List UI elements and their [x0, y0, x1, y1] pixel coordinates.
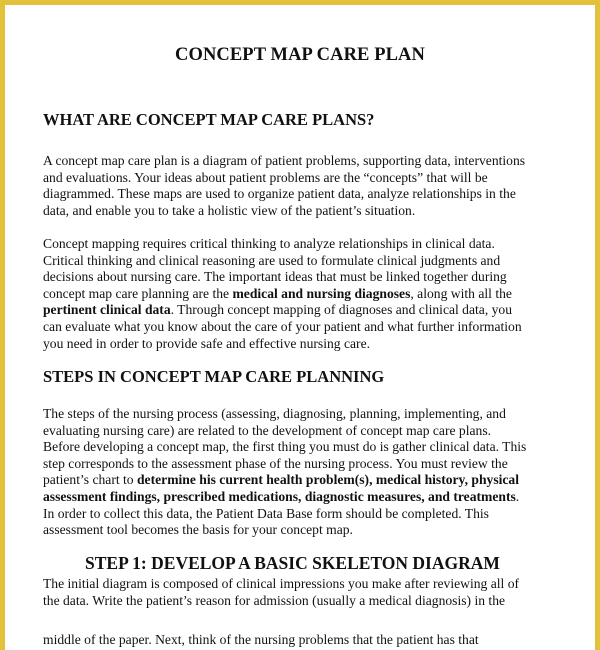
section-heading-steps: STEPS IN CONCEPT MAP CARE PLANNING — [43, 367, 385, 386]
bold-text: medical and nursing diagnoses — [232, 285, 411, 301]
text-run: . — [515, 488, 520, 504]
bold-text: determine his current health problem(s), medical history, physical — [137, 472, 519, 488]
text-line: A concept map care plan is a diagram of patient problems, supporting data, interventions — [43, 153, 526, 168]
text-line: In order to collect this data, the Patient Data Base form should be completed. This — [43, 505, 489, 521]
text-run: , along with all the — [410, 285, 512, 301]
paragraph-critical-thinking — [43, 236, 568, 352]
text-line: data, and enable you to take a holistic view of the patient’s situation. — [43, 202, 416, 218]
text-line: Concept mapping requires critical thinking to analyze relationships in clinical data. — [43, 236, 495, 251]
text-line: assessment tool becomes the basis for your concept map. — [43, 522, 353, 538]
text-line: middle of the paper. Next, think of the nursing problems that the patient has that — [43, 632, 479, 647]
text-line: The steps of the nursing process (assessing, diagnosing, planning, implementing, and — [43, 406, 506, 421]
text-line — [43, 489, 568, 506]
document-title: CONCEPT MAP CARE PLAN — [175, 45, 425, 65]
text-line: you need in order to provide safe and effective nursing care. — [43, 335, 370, 351]
text-line: diagrammed. These maps are used to organize patient data, analyze relationships in the — [43, 186, 516, 202]
text-run: patient’s chart to — [43, 472, 137, 488]
text-line — [43, 302, 568, 319]
text-line: evaluating nursing care) are related to the development of concept map care plans. — [43, 422, 492, 438]
bold-text: pertinent clinical data — [43, 302, 171, 318]
clipped-text-line — [43, 632, 568, 647]
text-line: can evaluate what you know about the care of your patient and what further information — [43, 318, 522, 334]
text-line: decisions about nursing care. The important ideas that must be linked together during — [43, 269, 507, 285]
text-line: the data. Write the patient’s reason for admission (usually a medical diagnosis) in the — [43, 592, 506, 608]
text-line — [43, 472, 568, 489]
text-line: Critical thinking and clinical reasoning are used to formulate clinical judgments and — [43, 252, 501, 268]
text-run: concept map care planning are the — [43, 285, 233, 301]
paragraph-initial-diagram — [43, 576, 568, 609]
text-line: step corresponds to the assessment phase of the nursing process. You must review the — [43, 455, 508, 471]
page — [5, 5, 595, 650]
section-heading-step-1: STEP 1: DEVELOP A BASIC SKELETON DIAGRAM — [85, 553, 500, 573]
text-line: and evaluations. Your ideas about patient problems are the “concepts” that will be — [43, 169, 488, 185]
text-run: . Through concept mapping of diagnoses and clinical data, you — [170, 302, 513, 318]
bold-text: assessment findings, prescribed medications, diagnostic measures, and treatments — [43, 488, 516, 504]
text-line — [43, 286, 568, 303]
section-heading-what-are: WHAT ARE CONCEPT MAP CARE PLANS? — [43, 110, 375, 129]
paragraph-nursing-process — [43, 406, 568, 539]
text-line: The initial diagram is composed of clinical impressions you make after reviewing all of — [43, 576, 520, 591]
text-line: Before developing a concept map, the first thing you must do is gather clinical data. This — [43, 439, 527, 455]
paragraph-definition — [43, 153, 568, 219]
